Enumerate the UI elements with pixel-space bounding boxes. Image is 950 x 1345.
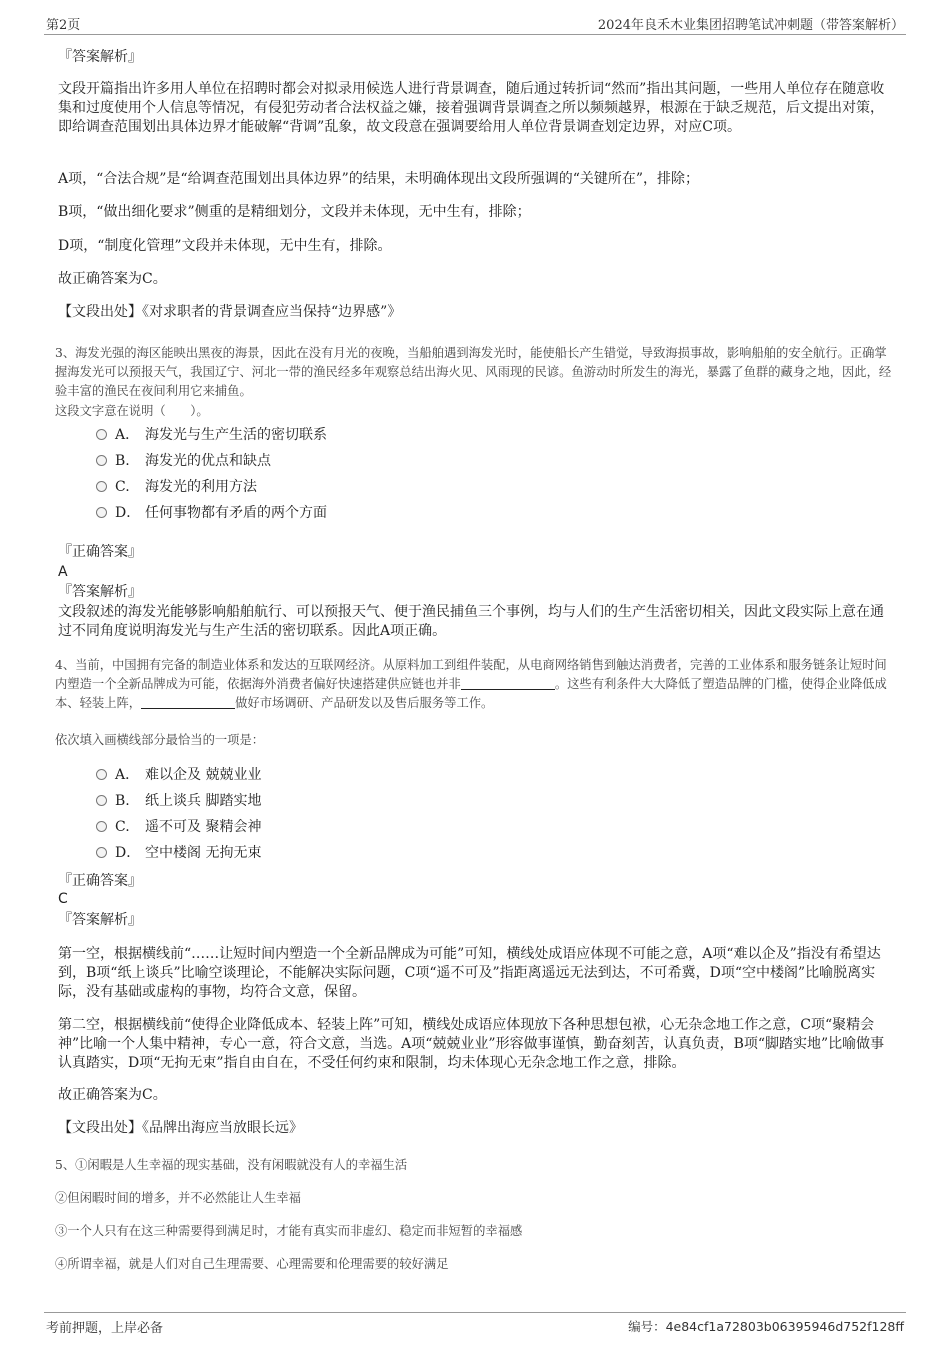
q3-answer-label: 『正确答案』	[58, 544, 142, 560]
document-id: 编号：4e84cf1a72803b06395946d752f128ff	[628, 1319, 904, 1334]
radio-icon[interactable]	[96, 795, 107, 806]
q4-stem-part-1: 4、当前，中国拥有完备的制造业体系和发达的互联网经济。从原料加工到组件装配，从电商网络销售到触达消费者，完善的工业体系和服务链条让短时间内塑造一个全新品牌成为可能，依据海外消费者偏好快速搭建供应链也并非	[55, 658, 887, 691]
q4-option-c[interactable]	[96, 817, 261, 837]
option-text: 海发光的优点和缺点	[145, 453, 271, 469]
q3-analysis-label: 『答案解析』	[58, 584, 142, 600]
document-title: 2024年良禾木业集团招聘笔试冲刺题（带答案解析）	[597, 18, 904, 33]
option-text: 空中楼阁 无拘无束	[145, 845, 262, 861]
q2-answer-conclusion: 故正确答案为C。	[58, 271, 167, 287]
q4-stem-part-3: 做好市场调研、产品研发以及售后服务等工作。	[235, 696, 494, 710]
q4-question: 依次填入画横线部分最恰当的一项是：	[55, 733, 265, 747]
q4-analysis-label: 『答案解析』	[58, 912, 142, 928]
q2-analysis-paragraph-3: B项，“做出细化要求”侧重的是精细划分，文段并未体现，无中生有，排除；	[58, 204, 531, 220]
q4-analysis-paragraph-1: 第一空，根据横线前“……让短时间内塑造一个全新品牌成为可能”可知，横线处成语应体现不可能之意，A项“难以企及”指没有希望达到，B项“纸上谈兵”比喻空谈理论，不能解决实际问题，C项“遥不可及”指距离遥远无法到达，不可希冀，D项“空中楼阁”比喻脱离实际，没有基础或虚构的事物，均符合文意，保留。	[58, 946, 881, 1000]
q3-question: 这段文字意在说明（ ）。	[55, 404, 209, 418]
blank-2	[141, 696, 235, 709]
page-number: 第2页	[46, 18, 81, 33]
radio-icon[interactable]	[96, 481, 107, 492]
q2-analysis-label: 『答案解析』	[58, 49, 142, 65]
q3-analysis: 文段叙述的海发光能够影响船舶航行、可以预报天气、便于渔民捕鱼三个事例，均与人们的生产生活密切相关，因此文段实际上意在通过不同角度说明海发光与生产生活的密切联系。因此A项正确。	[58, 604, 884, 639]
option-text: 海发光的利用方法	[145, 479, 257, 495]
q4-source: 【文段出处】《品牌出海应当放眼长远》	[58, 1120, 303, 1136]
q3-option-b[interactable]	[96, 451, 271, 471]
option-key: D．	[115, 505, 141, 521]
radio-icon[interactable]	[96, 507, 107, 518]
q4-option-d[interactable]	[96, 843, 261, 863]
q2-analysis-paragraph-4: D项，“制度化管理”文段并未体现，无中生有，排除。	[58, 238, 392, 254]
q4-stem	[55, 656, 895, 713]
q3-option-c[interactable]	[96, 477, 257, 497]
q4-option-b[interactable]	[96, 791, 261, 811]
q4-stem-part-2: 。这些有利条件大大降低了塑造品牌的门槛，使得企业降低成本、轻装上阵，	[55, 677, 887, 710]
option-key: A．	[115, 427, 140, 443]
q5-sentence-1: 5、①闲暇是人生幸福的现实基础，没有闲暇就没有人的幸福生活	[55, 1158, 408, 1172]
option-text: 任何事物都有矛盾的两个方面	[145, 505, 327, 521]
option-key: D．	[115, 845, 141, 861]
q4-analysis-paragraph-2: 第二空，根据横线前“使得企业降低成本、轻装上阵”可知，横线处成语应体现放下各种思想包袱，心无杂念地工作之意，C项“聚精会神”比喻一个人集中精神，专心一意，符合文意，当选。A项“兢兢业业”形容做事谨慎，勤奋刻苦，认真负责，B项“脚踏实地”比喻做事认真踏实，D项“无拘无束”指自由自在，不受任何约束和限制，均未体现心无杂念地工作之意，排除。	[58, 1017, 885, 1071]
q2-source: 【文段出处】《对求职者的背景调查应当保持“边界感”》	[58, 304, 402, 320]
radio-icon[interactable]	[96, 821, 107, 832]
q3-answer: A	[58, 564, 68, 580]
q3-option-d[interactable]	[96, 503, 327, 523]
option-text: 难以企及 兢兢业业	[145, 767, 262, 783]
radio-icon[interactable]	[96, 769, 107, 780]
option-key: C.	[115, 819, 130, 835]
page-footer	[44, 1312, 906, 1339]
q2-analysis-paragraph-1: 文段开篇指出许多用人单位在招聘时都会对拟录用候选人进行背景调查，随后通过转折词“然而”指出其问题，一些用人单位存在随意收集和过度使用个人信息等情况，有侵犯劳动者合法权益之嫌，接着强调背景调查之所以频频越界，根源在于缺乏规范，后文提出对策，即给调查范围划出具体边界才能破解“背调”乱象，故文段意在强调要给用人单位背景调查划定边界，对应C项。	[58, 81, 885, 135]
q4-answer-conclusion: 故正确答案为C。	[58, 1087, 167, 1103]
option-key: C.	[115, 479, 130, 495]
q5-sentence-4: ④所谓幸福，就是人们对自己生理需要、心理需要和伦理需要的较好满足	[55, 1257, 449, 1271]
q3-option-a[interactable]	[96, 425, 327, 445]
option-text: 遥不可及 聚精会神	[145, 819, 262, 835]
blank-1	[461, 677, 555, 690]
radio-icon[interactable]	[96, 429, 107, 440]
q2-analysis-paragraph-2: A项，“合法合规”是“给调查范围划出具体边界”的结果，未明确体现出文段所强调的“关键所在”，排除；	[58, 171, 700, 187]
q4-option-a[interactable]	[96, 765, 261, 785]
page-header	[44, 12, 906, 35]
option-key: B.	[115, 453, 130, 469]
option-text: 海发光与生产生活的密切联系	[145, 427, 327, 443]
q5-sentence-2: ②但闲暇时间的增多，并不必然能让人生幸福	[55, 1191, 301, 1205]
radio-icon[interactable]	[96, 847, 107, 858]
q4-answer-label: 『正确答案』	[58, 873, 142, 889]
q5-sentence-3: ③一个人只有在这三种需要得到满足时，才能有真实而非虚幻、稳定而非短暂的幸福感	[55, 1224, 523, 1238]
radio-icon[interactable]	[96, 455, 107, 466]
footer-slogan: 考前押题，上岸必备	[46, 1321, 164, 1336]
q3-stem: 3、海发光强的海区能映出黑夜的海景，因此在没有月光的夜晚，当船舶遇到海发光时，能使船长产生错觉，导致海损事故，影响船舶的安全航行。正确掌握海发光可以预报天气，我国辽宁、河北一带的渔民经多年观察总结出海火见、风雨现的民谚。鱼游动时所发生的海光，暴露了鱼群的藏身之地，因此，经验丰富的渔民在夜间利用它来捕鱼。	[55, 346, 892, 398]
q4-answer: C	[58, 891, 68, 907]
option-key: A．	[115, 767, 140, 783]
option-key: B.	[115, 793, 130, 809]
option-text: 纸上谈兵 脚踏实地	[145, 793, 262, 809]
